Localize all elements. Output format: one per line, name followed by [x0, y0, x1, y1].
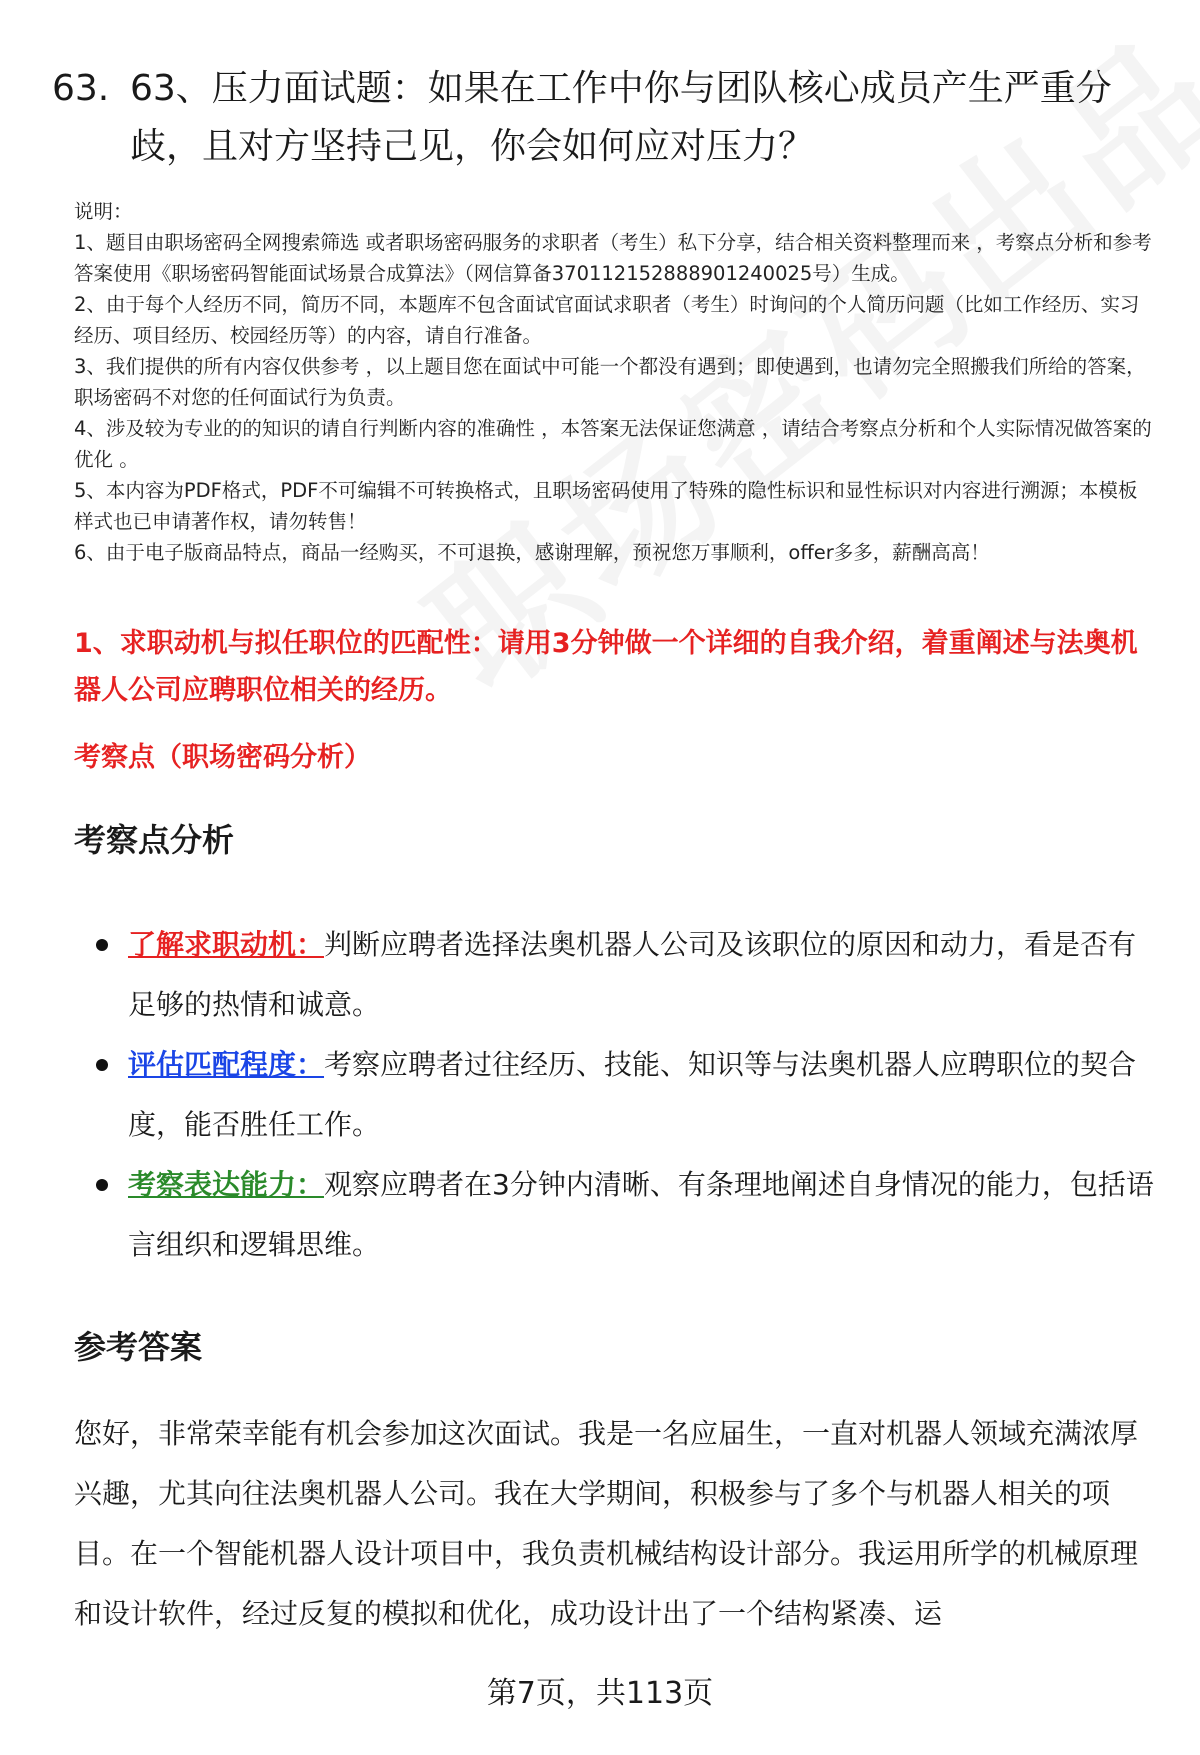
- question-number: 63.: [52, 68, 110, 109]
- list-item: [74, 1035, 1154, 1155]
- bullet-icon: [96, 939, 108, 951]
- note-item: 4、涉及较为专业的的知识的请自行判断内容的准确性 ，本答案无法保证您满意 ，请结合考察点分析和个人实际情况做答案的优化 。: [74, 417, 1152, 471]
- bullet-keyword: 考察表达能力：: [128, 1168, 325, 1201]
- notes-title: 说明：: [74, 200, 133, 223]
- note-item: 2、由于每个人经历不同，简历不同，本题库不包含面试官面试求职者（考生）时询问的个人简历问题（比如工作经历、实习经历、项目经历、校园经历等）的内容，请自行准备。: [74, 293, 1140, 347]
- analysis-section-title: 考察点分析: [74, 821, 235, 859]
- question-title: [52, 60, 1152, 176]
- notes-block: [74, 196, 1154, 568]
- analysis-source-label: 考察点（职场密码分析）: [74, 742, 371, 773]
- bullet-text: 观察应聘者在3分钟内清晰、有条理地阐述自身情况的能力，包括语言组织和逻辑思维。: [128, 1168, 1154, 1261]
- question-text: 63、压力面试题：如果在工作中你与团队核心成员产生严重分歧，且对方坚持己见，你会如何应对压力？: [130, 68, 1112, 167]
- bullet-keyword: 了解求职动机：: [128, 928, 325, 961]
- note-item: 3、我们提供的所有内容仅供参考 ，以上题目您在面试中可能一个都没有遇到；即使遇到，也请勿完全照搬我们所给的答案，职场密码不对您的任何面试行为负责。: [74, 355, 1146, 409]
- answer-section-title: 参考答案: [74, 1328, 203, 1366]
- sub-question-heading: 1、求职动机与拟任职位的匹配性：请用3分钟做一个详细的自我介绍，着重阐述与法奥机器人公司应聘职位相关的经历。: [74, 628, 1138, 706]
- bullet-text: 判断应聘者选择法奥机器人公司及该职位的原因和动力，看是否有足够的热情和诚意。: [128, 928, 1137, 1021]
- bullet-icon: [96, 1059, 108, 1071]
- note-item: 1、题目由职场密码全网搜索筛选 或者职场密码服务的求职者（考生）私下分享，结合相关资料整理而来 ，考察点分析和参考答案使用《职场密码智能面试场景合成算法》（网信算备370112152888901240025号）生成。: [74, 231, 1152, 285]
- bullet-icon: [96, 1179, 108, 1191]
- page-footer: 第7页，共113页: [486, 1676, 714, 1711]
- bullet-keyword: 评估匹配程度：: [128, 1048, 325, 1081]
- note-item: 6、由于电子版商品特点，商品一经购买，不可退换，感谢理解，预祝您万事顺利，offer多多，薪酬高高！: [74, 541, 990, 564]
- answer-text: 您好，非常荣幸能有机会参加这次面试。我是一名应届生，一直对机器人领域充满浓厚兴趣，尤其向往法奥机器人公司。我在大学期间，积极参与了多个与机器人相关的项目。在一个智能机器人设计项目中，我负责机械结构设计部分。我运用所学的机械原理和设计软件，经过反复的模拟和优化，成功设计出了一个结构紧凑、运: [74, 1417, 1139, 1630]
- list-item: [74, 1155, 1154, 1275]
- bullet-text: 考察应聘者过往经历、技能、知识等与法奥机器人应聘职位的契合度，能否胜任工作。: [128, 1048, 1137, 1141]
- list-item: [74, 915, 1154, 1035]
- analysis-list: [74, 915, 1154, 1275]
- note-item: 5、本内容为PDF格式，PDF不可编辑不可转换格式，且职场密码使用了特殊的隐性标识和显性标识对内容进行溯源；本模板样式也已申请著作权，请勿转售！: [74, 479, 1138, 533]
